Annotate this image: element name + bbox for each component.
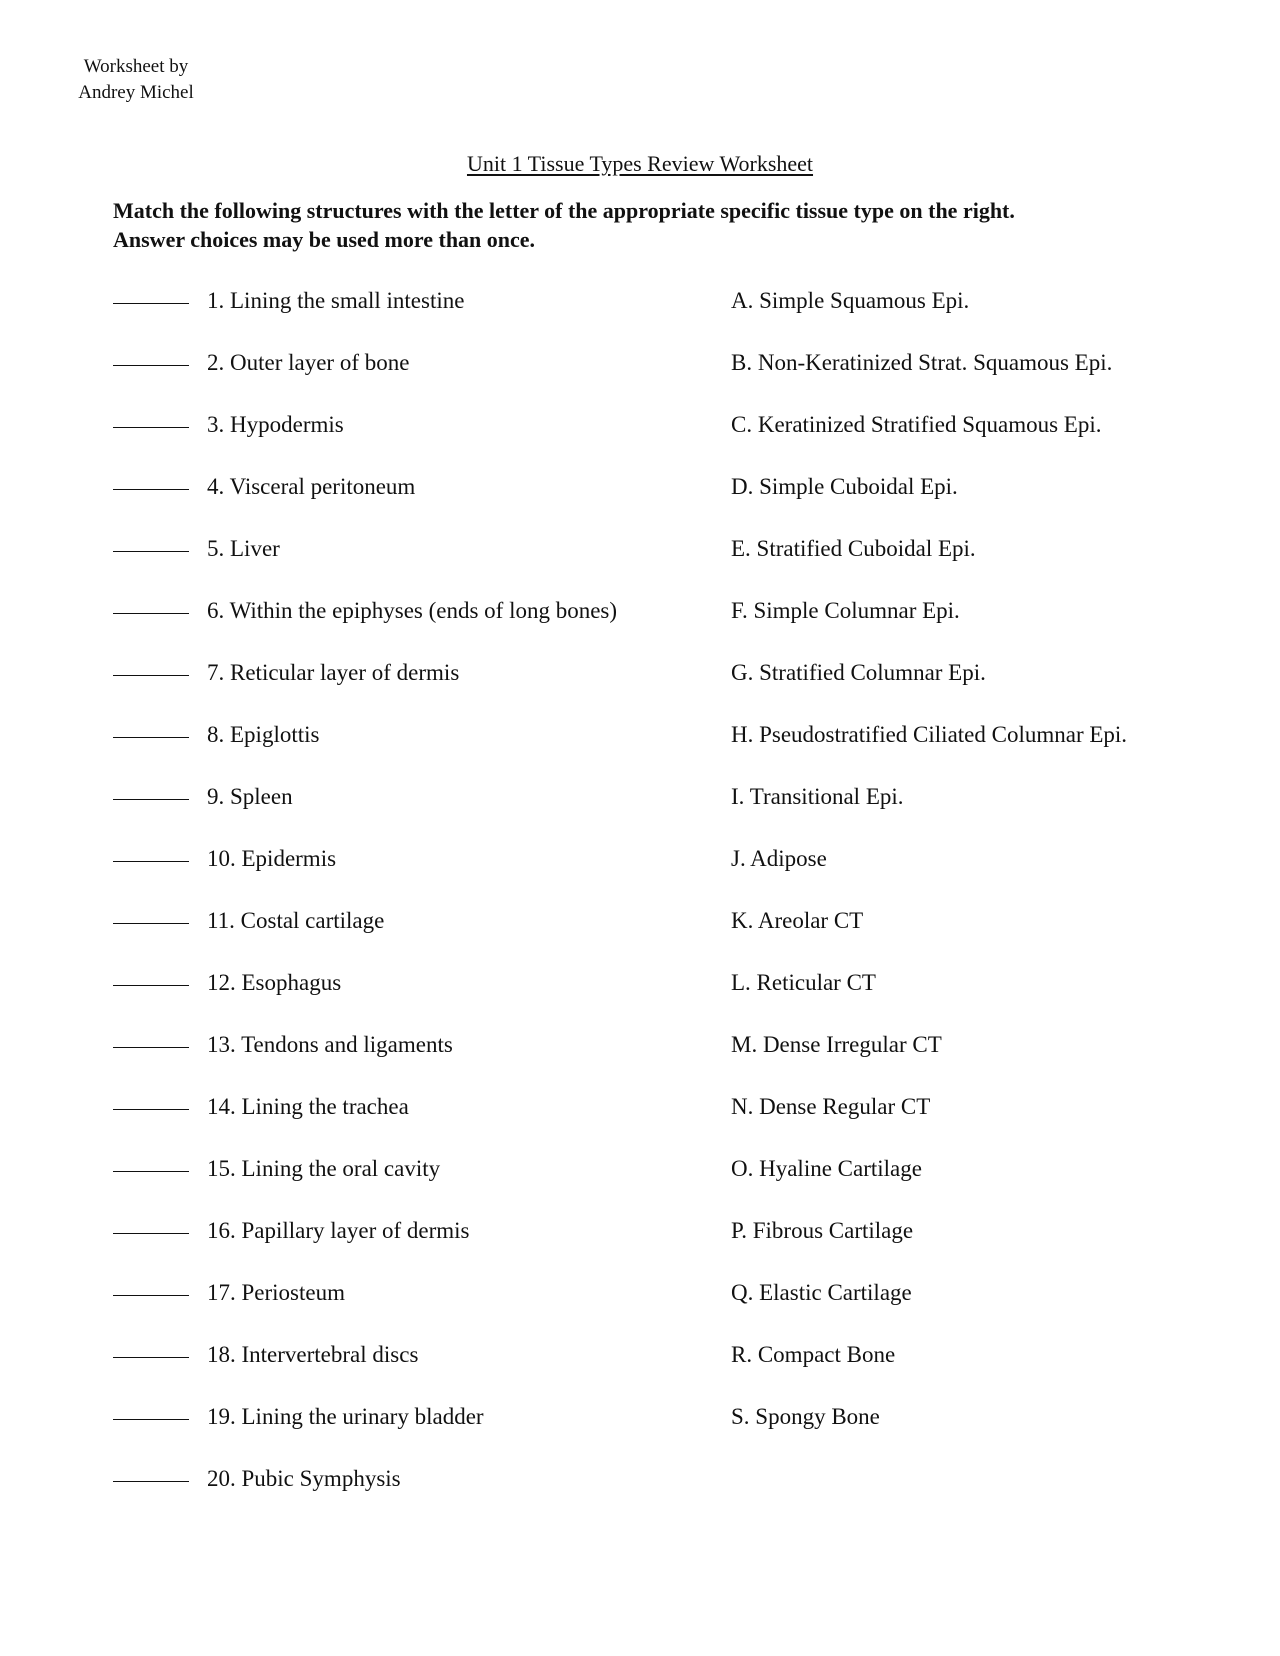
matching-row: [0, 286, 1280, 316]
matching-row: [0, 596, 1280, 626]
matching-row: [0, 1092, 1280, 1122]
instructions-line-1: Match the following structures with the letter of the appropriate specific tissue type on the right.: [113, 198, 1015, 223]
structure-item: 4. Visceral peritoneum: [207, 474, 416, 499]
structure-item: 20. Pubic Symphysis: [207, 1466, 401, 1491]
structure-item: 18. Intervertebral discs: [207, 1342, 419, 1367]
tissue-choice: A. Simple Squamous Epi.: [731, 288, 970, 313]
instructions: [113, 196, 1193, 254]
matching-row: [0, 1216, 1280, 1246]
matching-row: [0, 1340, 1280, 1370]
page-title-text: Unit 1 Tissue Types Review Worksheet: [466, 151, 814, 176]
author-line-1: Worksheet by: [83, 56, 189, 77]
matching-row: [0, 1464, 1280, 1494]
structure-item: 1. Lining the small intestine: [207, 288, 465, 313]
matching-row: [0, 720, 1280, 750]
tissue-choice: J. Adipose: [731, 846, 827, 871]
matching-row: [0, 906, 1280, 936]
structure-item: 10. Epidermis: [207, 846, 337, 871]
matching-row: [0, 1030, 1280, 1060]
answer-blank[interactable]: [113, 737, 189, 738]
structure-item: 5. Liver: [207, 536, 280, 561]
answer-blank[interactable]: [113, 1109, 189, 1110]
matching-row: [0, 534, 1280, 564]
matching-row: [0, 410, 1280, 440]
tissue-choice: D. Simple Cuboidal Epi.: [731, 474, 958, 499]
matching-row: [0, 844, 1280, 874]
tissue-choice: P. Fibrous Cartilage: [731, 1218, 914, 1243]
tissue-choice: I. Transitional Epi.: [731, 784, 904, 809]
answer-blank[interactable]: [113, 1233, 189, 1234]
page-title: [0, 151, 1280, 177]
structure-item: 17. Periosteum: [207, 1280, 345, 1305]
structure-item: 12. Esophagus: [207, 970, 342, 995]
worksheet-author: [66, 54, 206, 106]
answer-blank[interactable]: [113, 1295, 189, 1296]
matching-row: [0, 782, 1280, 812]
tissue-choice: M. Dense Irregular CT: [731, 1032, 942, 1057]
structure-item: 6. Within the epiphyses (ends of long bones): [207, 598, 618, 623]
answer-blank[interactable]: [113, 985, 189, 986]
structure-item: 15. Lining the oral cavity: [207, 1156, 441, 1181]
answer-blank[interactable]: [113, 799, 189, 800]
answer-blank[interactable]: [113, 489, 189, 490]
structure-item: 8. Epiglottis: [207, 722, 320, 747]
answer-blank[interactable]: [113, 1047, 189, 1048]
answer-blank[interactable]: [113, 303, 189, 304]
structure-item: 11. Costal cartilage: [207, 908, 385, 933]
answer-blank[interactable]: [113, 1357, 189, 1358]
structure-item: 9. Spleen: [207, 784, 293, 809]
structure-item: 14. Lining the trachea: [207, 1094, 409, 1119]
matching-row: [0, 1278, 1280, 1308]
structure-item: 19. Lining the urinary bladder: [207, 1404, 484, 1429]
tissue-choice: O. Hyaline Cartilage: [731, 1156, 922, 1181]
matching-row: [0, 348, 1280, 378]
structure-item: 3. Hypodermis: [207, 412, 344, 437]
tissue-choice: H. Pseudostratified Ciliated Columnar Epi.: [731, 722, 1128, 747]
tissue-choice: K. Areolar CT: [731, 908, 864, 933]
answer-blank[interactable]: [113, 861, 189, 862]
tissue-choice: R. Compact Bone: [731, 1342, 896, 1367]
tissue-choice: L. Reticular CT: [731, 970, 876, 995]
tissue-choice: S. Spongy Bone: [731, 1404, 880, 1429]
answer-blank[interactable]: [113, 365, 189, 366]
answer-blank[interactable]: [113, 427, 189, 428]
tissue-choice: F. Simple Columnar Epi.: [731, 598, 960, 623]
structure-item: 13. Tendons and ligaments: [207, 1032, 453, 1057]
structure-item: 16. Papillary layer of dermis: [207, 1218, 470, 1243]
author-line-2: Andrey Michel: [78, 82, 194, 103]
matching-row: [0, 1402, 1280, 1432]
tissue-choice: G. Stratified Columnar Epi.: [731, 660, 986, 685]
answer-blank[interactable]: [113, 551, 189, 552]
answer-blank[interactable]: [113, 923, 189, 924]
tissue-choice: Q. Elastic Cartilage: [731, 1280, 912, 1305]
answer-blank[interactable]: [113, 613, 189, 614]
answer-blank[interactable]: [113, 675, 189, 676]
matching-row: [0, 1154, 1280, 1184]
matching-row: [0, 968, 1280, 998]
instructions-line-2: Answer choices may be used more than once.: [113, 227, 536, 252]
structure-item: 7. Reticular layer of dermis: [207, 660, 460, 685]
tissue-choice: B. Non-Keratinized Strat. Squamous Epi.: [731, 350, 1113, 375]
tissue-choice: C. Keratinized Stratified Squamous Epi.: [731, 412, 1102, 437]
answer-blank[interactable]: [113, 1171, 189, 1172]
answer-blank[interactable]: [113, 1481, 189, 1482]
answer-blank[interactable]: [113, 1419, 189, 1420]
structure-item: 2. Outer layer of bone: [207, 350, 410, 375]
tissue-choice: N. Dense Regular CT: [731, 1094, 931, 1119]
matching-row: [0, 658, 1280, 688]
tissue-choice: E. Stratified Cuboidal Epi.: [731, 536, 976, 561]
matching-row: [0, 472, 1280, 502]
